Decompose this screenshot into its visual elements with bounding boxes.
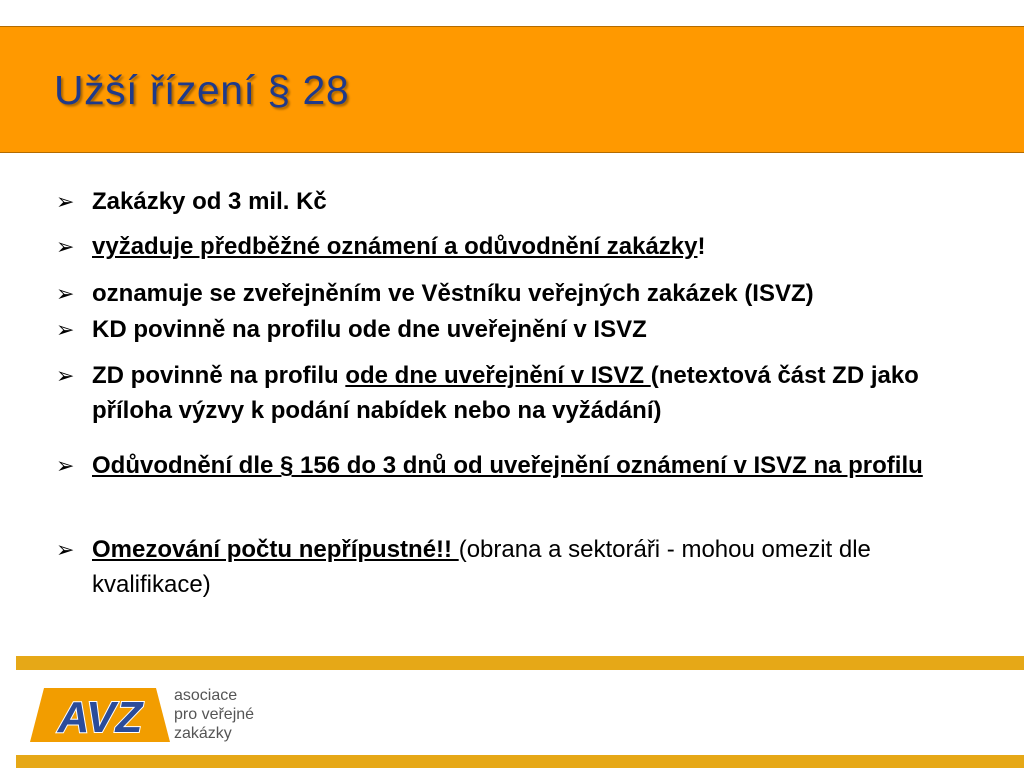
- bullet-text-segment: ZD povinně na profilu: [92, 362, 346, 389]
- footer-divider-top: [16, 656, 1024, 670]
- bullet-text-segment: ode dne uveřejnění v ISVZ: [345, 362, 651, 389]
- bullet-item: [56, 229, 996, 264]
- bullet-item: [56, 312, 996, 347]
- bullet-item: [56, 276, 996, 311]
- bullet-text-segment: KD povinně na profilu ode dne uveřejnění v ISVZ: [92, 316, 647, 343]
- bullet-text: [92, 312, 996, 347]
- bullet-text: [92, 276, 996, 311]
- bullet-text-segment: (netextová část ZD jako příloha výzvy k podání nabídek nebo na vyžádání): [92, 362, 919, 424]
- arrow-bullet-icon: ➢: [56, 189, 75, 214]
- bullet-item: [56, 358, 996, 428]
- bullet-text-segment: oznamuje se zveřejněním ve Věstníku veřejných zakázek (ISVZ): [92, 280, 814, 307]
- arrow-bullet-icon: ➢: [56, 317, 75, 342]
- slide-title: Užší řízení § 28: [54, 67, 350, 113]
- bullet-item: [56, 448, 996, 483]
- arrow-bullet-icon: ➢: [56, 281, 75, 306]
- org-name-line: pro veřejné: [174, 706, 255, 723]
- org-name-line: zakázky: [174, 725, 232, 742]
- bullet-text-segment: !: [697, 233, 706, 260]
- bullet-text: [92, 532, 996, 602]
- bullet-item: [56, 532, 996, 602]
- bullet-text-segment: vyžaduje předběžné oznámení a odůvodnění zakázky: [92, 233, 698, 260]
- arrow-bullet-icon: ➢: [56, 453, 75, 478]
- bullet-text: [92, 358, 996, 428]
- title-bar: [0, 26, 1024, 153]
- bullet-item: [56, 184, 996, 219]
- bullet-text: [92, 229, 996, 264]
- logo-letters: AVZ: [57, 693, 143, 742]
- bullet-text: [92, 184, 996, 219]
- bullet-text-segment: Zakázky od 3 mil. Kč: [92, 188, 327, 215]
- arrow-bullet-icon: ➢: [56, 363, 75, 388]
- arrow-bullet-icon: ➢: [56, 537, 75, 562]
- org-name: [174, 686, 254, 743]
- bullet-text-segment: Omezování počtu nepřípustné!!: [92, 536, 459, 563]
- footer-divider-bottom: [16, 755, 1024, 768]
- bullet-text-segment: Odůvodnění dle § 156 do 3 dnů od uveřejnění oznámení v ISVZ na profilu: [92, 452, 923, 479]
- arrow-bullet-icon: ➢: [56, 234, 75, 259]
- bullet-text: [92, 448, 996, 483]
- bullet-text-segment: (obrana a sektoráři - mohou omezit dle kvalifikace): [92, 536, 871, 598]
- org-name-line: asociace: [174, 687, 238, 704]
- avz-logo: [30, 684, 170, 746]
